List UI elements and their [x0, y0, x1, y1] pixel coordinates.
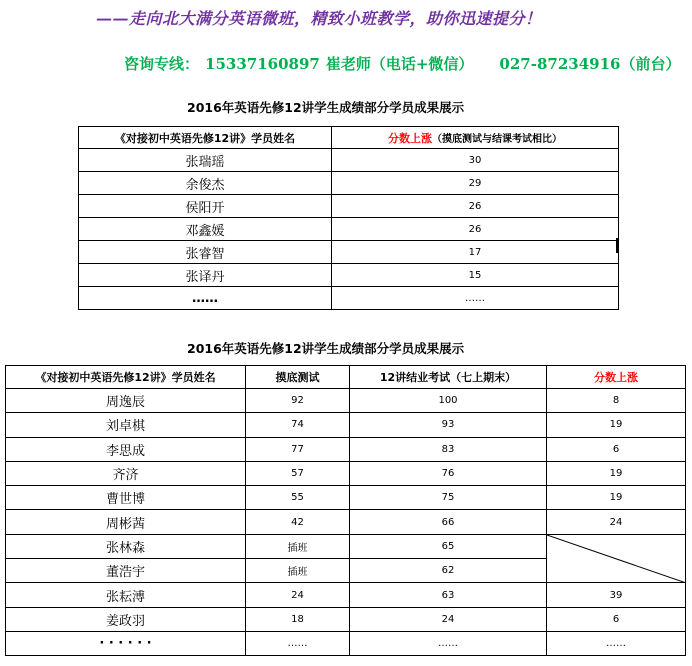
table-row: [6, 486, 686, 510]
merged-blank-cell: [547, 534, 686, 583]
table-row: [79, 264, 619, 287]
student-name: 李思成: [6, 437, 246, 461]
student-name: 刘卓棋: [6, 413, 246, 437]
pretest-score: 55: [246, 486, 350, 510]
final-score: 63: [350, 583, 547, 607]
contact-phone-mobile: 15337160897: [205, 55, 320, 73]
table-row: [79, 149, 619, 172]
student-name: 余俊杰: [79, 172, 332, 195]
final-score: 24: [350, 607, 547, 631]
table1-col-increase: [332, 127, 619, 149]
score-increase: 29: [332, 172, 619, 195]
table1-col-increase-label: 分数上涨: [388, 131, 432, 145]
table-row: [6, 437, 686, 461]
final-score: 62: [350, 559, 547, 583]
table-row: [79, 218, 619, 241]
table2-col-name: 《对接初中英语先修12讲》学员姓名: [6, 366, 246, 389]
student-name: 张译丹: [79, 264, 332, 287]
score-increase: 39: [547, 583, 686, 607]
pretest-score: 18: [246, 607, 350, 631]
score-increase: 15: [332, 264, 619, 287]
final-score: 100: [350, 389, 547, 413]
score-increase: 30: [332, 149, 619, 172]
contact-teacher: 崔老师（电话+微信）: [325, 55, 474, 73]
student-name: ……: [79, 287, 332, 310]
student-name: 张瑞瑶: [79, 149, 332, 172]
contact-line: [124, 53, 681, 74]
student-name: 邓鑫媛: [79, 218, 332, 241]
table2-col-final: 12讲结业考试（七上期末）: [350, 366, 547, 389]
pretest-score: 77: [246, 437, 350, 461]
contact-phone-office: 027-87234916（前台）: [499, 55, 681, 73]
student-name: 张睿智: [79, 241, 332, 264]
final-score: 76: [350, 461, 547, 485]
table-edge-mark: [616, 238, 619, 253]
score-table-1: [78, 126, 619, 310]
score-increase: 17: [332, 241, 619, 264]
student-name: 张林森: [6, 534, 246, 558]
score-table-2: [5, 365, 686, 656]
student-name: 侯阳开: [79, 195, 332, 218]
diagonal-line: [547, 535, 685, 583]
table1-col-name: 《对接初中英语先修12讲》学员姓名: [79, 127, 332, 149]
table-row: [6, 607, 686, 631]
final-score: ……: [350, 631, 547, 655]
final-score: 83: [350, 437, 547, 461]
pretest-score: 57: [246, 461, 350, 485]
student-name: · · · · · ·: [6, 631, 246, 655]
pretest-score: 插班: [246, 559, 350, 583]
score-increase: 6: [547, 607, 686, 631]
final-score: 65: [350, 534, 547, 558]
pretest-score: ……: [246, 631, 350, 655]
score-increase: 19: [547, 461, 686, 485]
score-increase: 19: [547, 486, 686, 510]
table1-col-increase-note: （摸底测试与结课考试相比）: [432, 133, 562, 145]
student-name: 姜政羽: [6, 607, 246, 631]
pretest-score: 74: [246, 413, 350, 437]
table-row: [6, 583, 686, 607]
table-row: [6, 631, 686, 655]
score-increase: 26: [332, 218, 619, 241]
student-name: 张耘溥: [6, 583, 246, 607]
table2-header-row: [6, 366, 686, 389]
table-row: [79, 195, 619, 218]
score-increase: ……: [332, 287, 619, 310]
score-increase: 8: [547, 389, 686, 413]
table-row: [79, 172, 619, 195]
pretest-score: 92: [246, 389, 350, 413]
score-increase: 26: [332, 195, 619, 218]
table-row: [6, 461, 686, 485]
score-increase: ……: [547, 631, 686, 655]
student-name: 董浩宇: [6, 559, 246, 583]
table2-col-pretest: 摸底测试: [246, 366, 350, 389]
student-name: 齐济: [6, 461, 246, 485]
final-score: 66: [350, 510, 547, 534]
pretest-score: 42: [246, 510, 350, 534]
table-row: [6, 413, 686, 437]
pretest-score: 24: [246, 583, 350, 607]
table-row: [79, 287, 619, 310]
score-increase: 19: [547, 413, 686, 437]
table1-header-row: [79, 127, 619, 149]
section1-title: 2016年英语先修12讲学生成绩部分学员成果展示: [187, 100, 465, 115]
score-increase: 6: [547, 437, 686, 461]
score-increase: 24: [547, 510, 686, 534]
final-score: 93: [350, 413, 547, 437]
pretest-score: 插班: [246, 534, 350, 558]
student-name: 周逸辰: [6, 389, 246, 413]
slogan: ——走向北大满分英语微班，精致小班教学，助你迅速提分！: [96, 9, 542, 28]
section2-title: 2016年英语先修12讲学生成绩部分学员成果展示: [187, 341, 465, 356]
contact-label: 咨询专线：: [124, 55, 200, 73]
student-name: 周彬茜: [6, 510, 246, 534]
table2-col-increase: 分数上涨: [547, 366, 686, 389]
table-row: [79, 241, 619, 264]
table-row: [6, 510, 686, 534]
table-row: [6, 389, 686, 413]
final-score: 75: [350, 486, 547, 510]
table-row: [6, 534, 686, 558]
student-name: 曹世博: [6, 486, 246, 510]
